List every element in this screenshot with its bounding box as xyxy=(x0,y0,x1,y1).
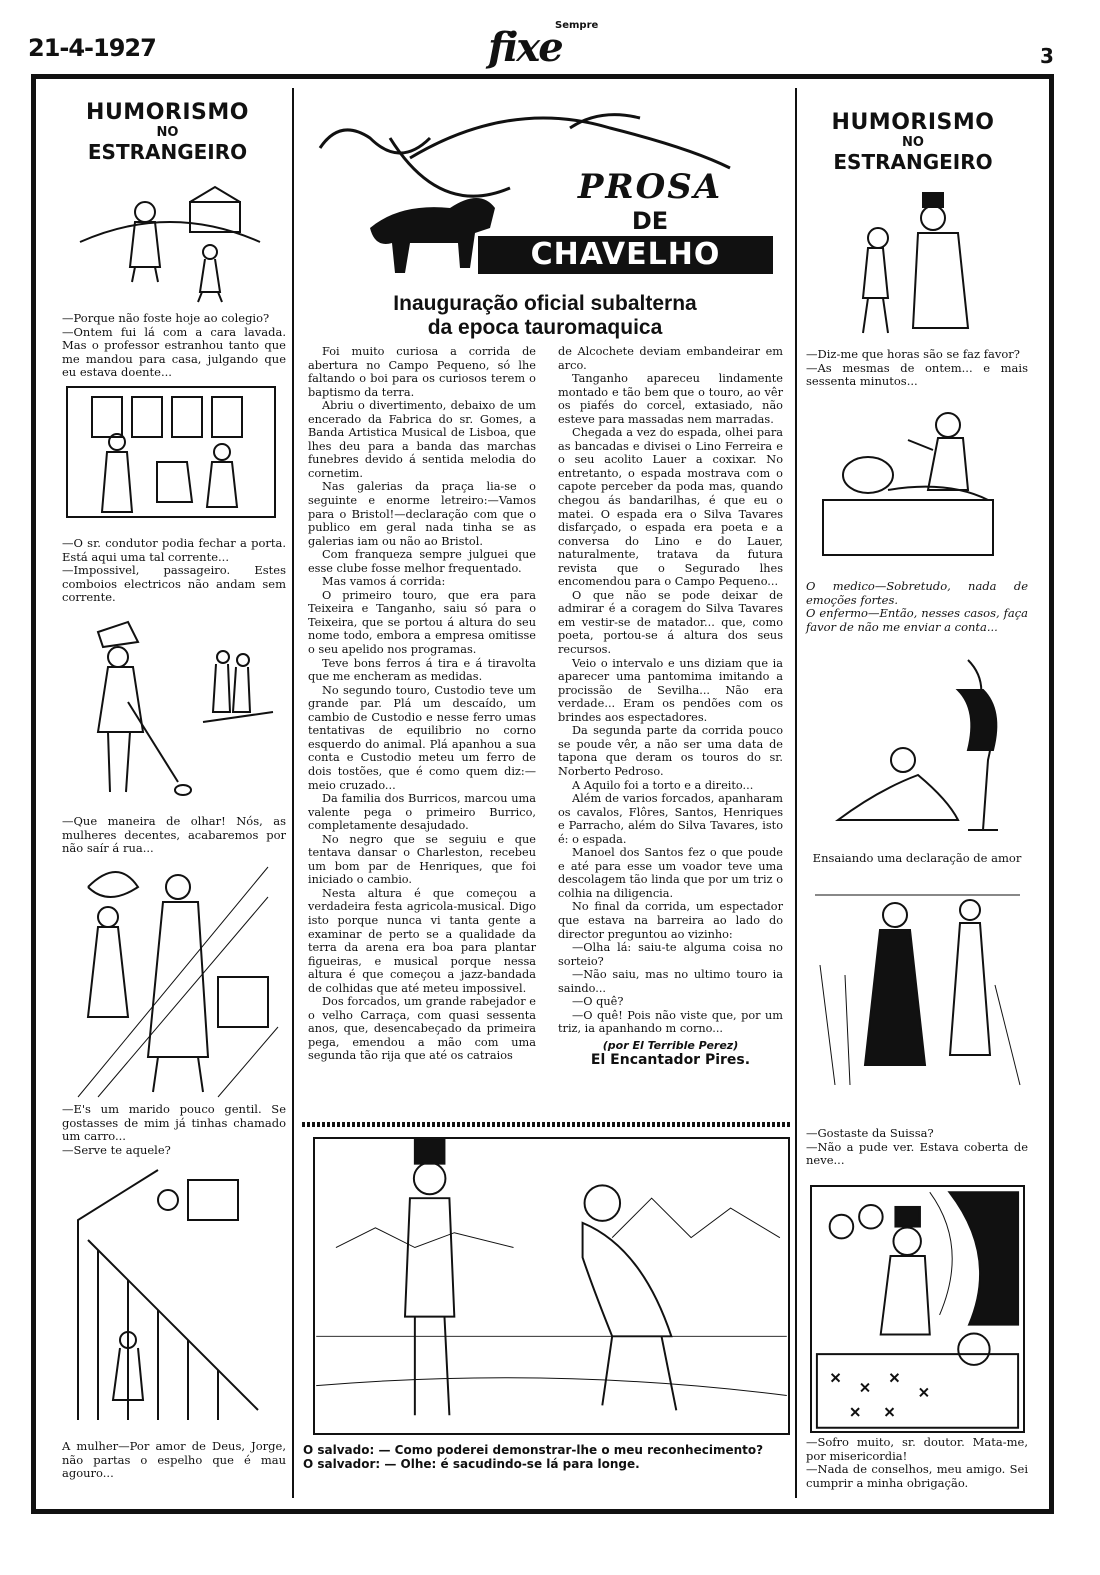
right-title-line1: HUMORISMO xyxy=(831,110,995,135)
issue-date: 21-4-1927 xyxy=(28,34,156,62)
cartoon-lady-with-dog xyxy=(68,612,280,812)
left-title-line1: HUMORISMO xyxy=(86,100,249,125)
article-author: El Encantador Pires. xyxy=(590,1051,751,1068)
article-column-2 xyxy=(558,345,783,1068)
left-caption-1-text: —Porque não foste hoje ao colegio? —Ontem fui lá com a cara lavada. Mas o professor estranhou tanto que me mandou para casa, julgando que eu estava doente... xyxy=(62,311,286,379)
section-rule xyxy=(302,1122,792,1127)
article-paragraph: —O quê? xyxy=(572,995,624,1009)
article-paragraph: Da segunda parte da corrida pouco se poude vêr, a não ser uma data de tapona que deram os touros do sr. Norberto Pedroso. xyxy=(558,724,783,778)
right-caption-1-text: —Diz-me que horas são se faz favor? —As mesmas de ontem... e mais sessenta minutos... xyxy=(806,347,1028,388)
left-caption-3-text: —Que maneira de olhar! Nós, as mulheres decentes, acabaremos por não saír á rua... xyxy=(62,814,286,855)
left-caption-4 xyxy=(62,1103,286,1157)
bottom-caption-line2: O salvador: — Olhe: é sacudindo-se lá para longe. xyxy=(303,1457,640,1471)
left-column-title xyxy=(50,100,285,164)
left-title-line3: ESTRANGEIRO xyxy=(87,140,248,164)
right-title-line3: ESTRANGEIRO xyxy=(833,150,993,174)
banner-title-line3: CHAVELHO xyxy=(478,236,773,274)
left-title-line2: NO xyxy=(156,125,179,140)
article-paragraph: O que não se pode deixar de admirar é a coragem do Silva Tavares em vestir-se de matador... que, como poeta, portou-se á altura dos seus recursos. xyxy=(558,588,783,657)
right-caption-5 xyxy=(806,1436,1028,1490)
column-divider-left-lower xyxy=(292,1118,294,1498)
cartoon-doctor-patient xyxy=(818,400,1018,570)
article-paragraph: No segundo touro, Custodio teve um grande par. Plá um descaído, um cambio de Custodio e nesse ferro umas tentativas de equilibrio no corno esquerdo do animal. Plá apanhou a sua conta e Custodio meteu um ferro de dois tostões, que é como quem diz:—meio cruzado... xyxy=(308,683,536,792)
article-paragraph: Tanganho apareceu lindamente montado e tão bem que o touro, ao vêr os piafés do corcel, extasiado, não esteve para massadas nem marradas. xyxy=(558,372,783,426)
article-paragraph: Além de varios forcados, apanharam os cavalos, Flôres, Santos, Henriques e Parracho, além do Silva Tavares, isto é: o espada. xyxy=(558,792,783,846)
article-paragraph: Mas vamos á corrida: xyxy=(322,575,446,589)
left-caption-5-text: A mulher—Por amor de Deus, Jorge, não partas o espelho que é mau agouro... xyxy=(62,1439,286,1480)
right-caption-4-text: —Gostaste da Suissa? —Não a pude ver. Estava coberta de neve... xyxy=(806,1126,1028,1167)
cartoon-asking-time xyxy=(818,188,1018,338)
article-paragraph: O primeiro touro, que era para Teixeira e Tanganho, saiu só para o Teixeira, que se portou á altura do seu nome todo, embora a empresa omitisse o seu apelido nos programas. xyxy=(308,588,536,657)
left-caption-5 xyxy=(62,1440,286,1481)
masthead-tagline: Sempre xyxy=(555,20,599,31)
article-paragraph: Da familia dos Burricos, marcou uma valente pega o primeiro Burrico, completamente desajudado. xyxy=(308,792,536,833)
banner-title-line2: DE xyxy=(631,207,669,235)
masthead-logo: fixe xyxy=(488,24,562,71)
article-headline xyxy=(298,292,792,340)
headline-line1: Inauguração oficial subalterna xyxy=(393,292,697,315)
column-divider-left xyxy=(292,88,294,1118)
article-paragraph: A Aquilo foi a torto e a direito... xyxy=(572,778,754,792)
article-paragraph: No final da corrida, um espectador que estava na barreira ao lado do director preguntou ao vizinho: xyxy=(558,900,783,941)
left-caption-4-text: —E's um marido pouco gentil. Se gostasses de mim já tinhas chamado um carro... —Serve te aquele? xyxy=(62,1102,286,1157)
article-byline: (por El Terrible Perez) xyxy=(602,1038,739,1052)
article-paragraph: Teve bons ferros á tira e á tiravolta que me encheram as medidas. xyxy=(308,656,536,684)
article-paragraph: No negro que se seguiu e que tentava dansar o Charleston, recebeu um bom par de Henriques, que foi iniciado o cambio. xyxy=(308,832,536,887)
page-number: 3 xyxy=(1040,44,1054,68)
right-column-title xyxy=(798,110,1028,174)
article-paragraph: Foi muito curiosa a corrida de abertura no Campo Pequeno, só lhe faltando o boi para os curiosos terem o baptismo da terra. xyxy=(308,345,536,399)
article-paragraph: —Não saiu, mas no ultimo touro ia saindo... xyxy=(558,968,783,995)
article-paragraph: Manoel dos Santos fez o que poude e até para esse um voador teve uma descolagem tão linda que por um triz o colhia na diligencia. xyxy=(558,846,783,900)
article-paragraph: —Olha lá: saiu-te alguma coisa no sorteio? xyxy=(558,941,783,968)
headline-line2: da epoca tauromaquica xyxy=(427,316,663,339)
right-caption-5-text: —Sofro muito, sr. doutor. Mata-me, por misericordia! —Nada de conselhos, meu amigo. Sei cumprir a minha obrigação. xyxy=(806,1435,1028,1490)
cartoon-doctor-bedside xyxy=(810,1185,1025,1433)
right-caption-2 xyxy=(806,580,1028,634)
left-caption-2 xyxy=(62,537,286,605)
cartoon-train-car xyxy=(62,382,280,530)
bottom-caption-line1: O salvado: — Como poderei demonstrar-lhe o meu reconhecimento? xyxy=(303,1443,764,1457)
left-caption-3 xyxy=(62,815,286,856)
cartoon-couple-in-rain xyxy=(68,857,280,1102)
article-paragraph: Veio o intervalo e uns diziam que ia aparecer uma pantomima imitando a procissão de Sevilha... Não era verdade... Eram os pendões com os brindes aos espectadores. xyxy=(558,656,783,724)
article-paragraph: —O quê! Pois não viste que, por um triz, ia apanhando m corno... xyxy=(558,1008,783,1036)
right-title-line2: NO xyxy=(902,135,924,150)
cartoon-love-declaration xyxy=(818,650,1018,840)
banner-title-line1: PROSA xyxy=(577,167,723,207)
cartoon-stairs-mirror xyxy=(68,1160,280,1430)
article-paragraph: Chegada a vez do espada, olhei para as bancadas e divisei o Lino Ferreira e o seu acolito Lauer a coxixar. No entretanto, o espada mostrava com o capote perceber da poda mas, quando chegou ás bandarilhas, é que eu o matei. O espada era o Silva Tavares disfarçado, o espada era poeta e a conversa do Lino e do Lauer, naturalmente, tratava da futura revista que o Segurado lhes encomendou para o Campo Pequeno... xyxy=(558,426,783,589)
left-caption-1 xyxy=(62,312,286,380)
article-paragraph: Nas galerias da praça lia-se o seguinte e enorme letreiro:—Vamos para o Bristol!—declaração com que o publico em geral nada tinha se as galerias iam ou não ao Bristol. xyxy=(308,480,536,548)
right-caption-3 xyxy=(806,852,1028,866)
right-caption-4 xyxy=(806,1127,1028,1168)
article-paragraph: Nesta altura é que começou a verdadeira festa agricola-musical. Digo isto porque nunca vi tanta gente a examinar de perto se a qualidade da terra da arena era boa para plantar figueiras, e musical porque nessa altura é que começou a jazz-bandada de colhidas que até meteu impossivel. xyxy=(308,886,536,995)
article-paragraph: Dos forcados, um grande rabejador e o velho Carraça, com quasi sessenta anos, que, desencabeçado da primeira pega, emendou a mão com uma segunda tão rija que até os catraios xyxy=(308,995,536,1063)
article-paragraph: Abriu o divertimento, debaixo de um encerado da Fabrica do sr. Gomes, a Banda Artistica Musical de Lisboa, que lhes deu para a banda das marchas funebres devido á sentida melodia do cornetim. xyxy=(308,399,536,480)
column-divider-right xyxy=(795,88,797,1498)
article-paragraph: Com franqueza sempre julguei que esse clube fosse melhor frequentado. xyxy=(308,548,536,575)
cartoon-switzerland-dresses xyxy=(810,885,1025,1123)
article-paragraph: de Alcochete deviam embandeirar em arco. xyxy=(558,345,783,372)
article-column-1 xyxy=(308,345,536,1063)
right-caption-3-text: Ensaiando uma declaração de amor xyxy=(812,851,1022,865)
cartoon-rescued-man xyxy=(313,1137,790,1435)
left-caption-2-text: —O sr. condutor podia fechar a porta. Está aqui uma tal corrente... —Impossivel, passageiro. Estes comboios electricos não andam sem corrente. xyxy=(62,536,286,604)
cartoon-school-boys xyxy=(70,182,270,307)
bottom-cartoon-caption xyxy=(303,1443,793,1471)
right-caption-2-text: O medico—Sobretudo, nada de emoções fortes. O enfermo—Então, nesses casos, faça favor de não me enviar a conta... xyxy=(806,579,1028,634)
right-caption-1 xyxy=(806,348,1028,389)
